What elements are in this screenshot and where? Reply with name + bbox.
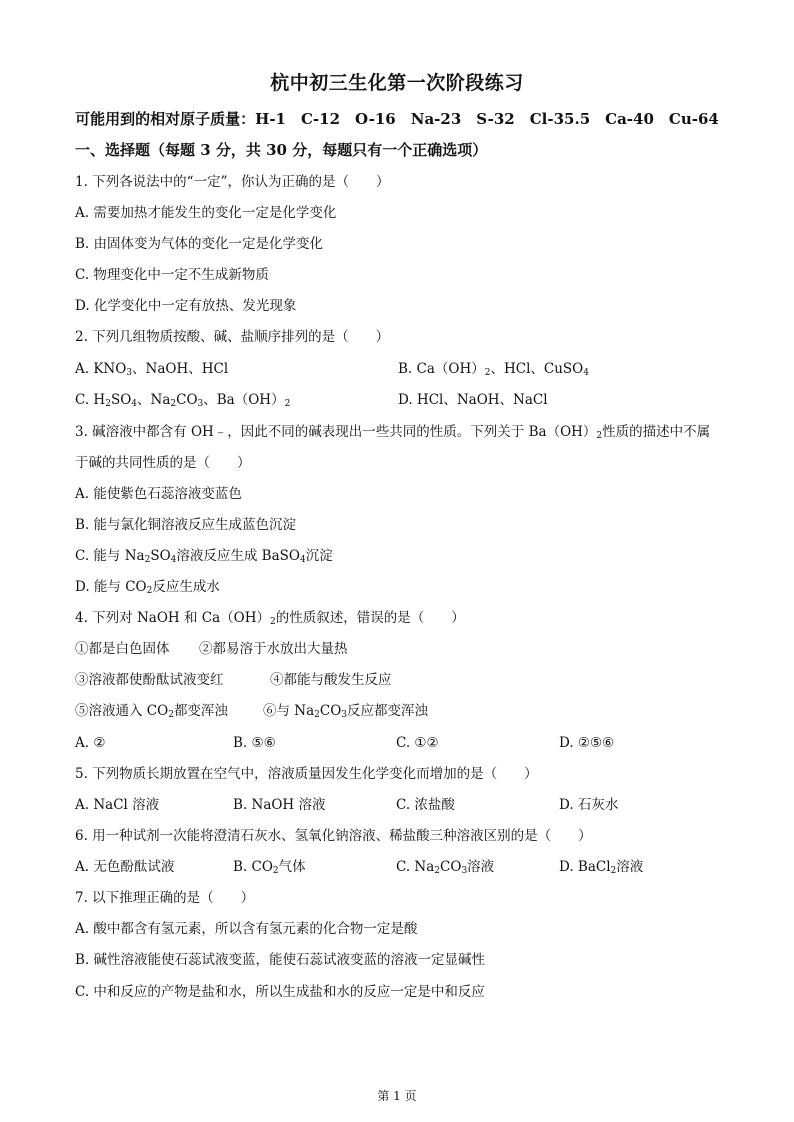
question-1-stem: 1. 下列各说法中的“一定”，你认为正确的是（ ） <box>75 174 390 190</box>
question-3-option-d: D. 能与 $CO_2$反应生成水 <box>75 579 220 596</box>
question-2-option-b: B. $Ca(OH)_2$、HCl、CuSO$_4$ <box>398 361 589 378</box>
question-6-option-b: B. $CO_2$气体 <box>233 859 306 876</box>
question-4-stem: 4. 下列对 NaOH 和 $Ca(OH)_2$的性质叙述，错误的是（ ） <box>75 610 465 627</box>
page-number: 第 1 页 <box>377 1089 417 1103</box>
question-7-option-a: A. 酸中都含有氢元素，所以含有氢元素的化合物一定是酸 <box>75 921 418 937</box>
question-2-option-a: A. $KNO_3$、NaOH、HCl <box>75 361 229 378</box>
question-4-statement-6: ⑥与 $Na_2CO_3$反应都变浑浊 <box>263 703 429 720</box>
question-4-statement-5: ⑤溶液通入 $CO_2$都变浑浊 <box>75 703 228 720</box>
question-1-option-c: C. 物理变化中一定不生成新物质 <box>75 267 269 283</box>
question-2-option-c: C. $H_2SO_4$、$Na_2CO_3$、$Ba(OH)_2$ <box>75 392 291 409</box>
question-6-option-a: A. 无色酚酞试液 <box>75 859 175 875</box>
question-5-option-b: B. NaOH 溶液 <box>233 797 326 813</box>
question-6-option-d: D. BaCl$_2$溶液 <box>559 859 644 876</box>
question-5-option-c: C. 浓盐酸 <box>396 797 455 813</box>
question-6-stem: 6. 用一种试剂一次能将澄清石灰水、氢氧化钠溶液、稀盐酸三种溶液区别的是（ ） <box>75 828 592 844</box>
question-4-option-b: B. ⑤⑥ <box>233 735 276 751</box>
page-title: 杭中初三生化第一次阶段练习 <box>270 72 524 94</box>
question-3-stem-line-2: 于碱的共同性质的是（ ） <box>75 455 251 471</box>
question-4-statement-2: ②都易溶于水放出大量热 <box>199 641 348 657</box>
question-2-option-d: D. HCl、NaOH、NaCl <box>398 392 548 408</box>
question-3-option-c: C. 能与 $Na_2SO_4$溶液反应生成 BaSO$_4$沉淀 <box>75 548 333 565</box>
question-1-option-b: B. 由固体变为气体的变化一定是化学变化 <box>75 236 324 252</box>
atomic-masses: 可能用到的相对原子质量：H-1 C-12 O-16 Na-23 S-32 Cl-35.5 Ca-40 Cu-64 <box>75 110 719 128</box>
question-5-stem: 5. 下列物质长期放置在空气中，溶液质量因发生化学变化而增加的是（ ） <box>75 766 538 782</box>
question-3-option-a: A. 能使紫色石蕊溶液变蓝色 <box>75 486 242 502</box>
question-4-statement-4: ④都能与酸发生反应 <box>270 672 392 688</box>
section-title: 一、选择题（每题 3 分，共 30 分，每题只有一个正确选项） <box>75 141 488 159</box>
question-2-stem: 2. 下列几组物质按酸、碱、盐顺序排列的是（ ） <box>75 329 390 345</box>
question-1-option-d: D. 化学变化中一定有放热、发光现象 <box>75 298 297 314</box>
question-4-option-d: D. ②⑤⑥ <box>559 735 615 751</box>
question-4-option-c: C. ①② <box>396 735 439 751</box>
question-4-statement-3: ③溶液都使酚酞试液变红 <box>75 672 224 688</box>
question-4-option-a: A. ② <box>75 735 106 751</box>
question-4-statement-1: ①都是白色固体 <box>75 641 170 657</box>
question-3-option-b: B. 能与氯化铜溶液反应生成蓝色沉淀 <box>75 517 297 533</box>
question-6-option-c: C. $Na_2CO_3$溶液 <box>396 859 495 876</box>
question-5-option-d: D. 石灰水 <box>559 797 619 813</box>
question-7-stem: 7. 以下推理正确的是（ ） <box>75 890 255 906</box>
question-7-option-b: B. 碱性溶液能使石蕊试液变蓝，能使石蕊试液变蓝的溶液一定显碱性 <box>75 952 486 968</box>
question-3-stem-line-1: 3. 碱溶液中都含有 OH﹣，因此不同的碱表现出一些共同的性质。下列关于 $Ba(OH)_2$性质的描述中不属 <box>75 424 711 441</box>
question-1-option-a: A. 需要加热才能发生的变化一定是化学变化 <box>75 205 337 221</box>
question-5-option-a: A. NaCl 溶液 <box>75 797 160 813</box>
question-7-option-c: C. 中和反应的产物是盐和水，所以生成盐和水的反应一定是中和反应 <box>75 984 485 1000</box>
